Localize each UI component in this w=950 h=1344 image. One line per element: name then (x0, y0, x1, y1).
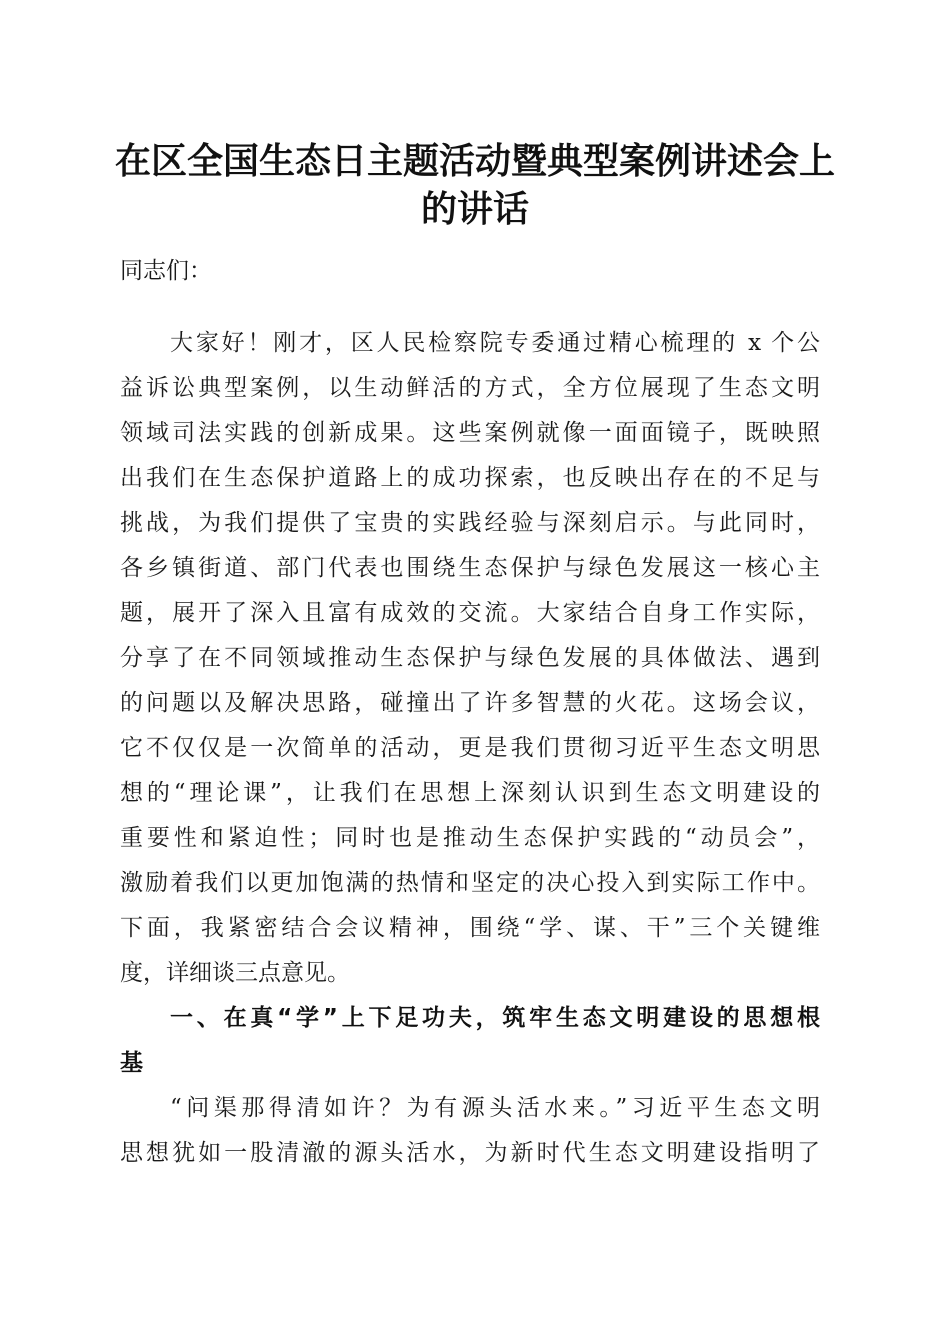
paragraph-line: 领域司法实践的创新成果。这些案例就像一面面镜子，既映照 (120, 420, 820, 446)
paragraph-line: 题，展开了深入且富有成效的交流。大家结合自身工作实际， (120, 600, 820, 626)
document-title-line-2: 的讲话 (420, 188, 529, 230)
paragraph-line: 思想犹如一股清澈的源头活水，为新时代生态文明建设指明了 (120, 1140, 820, 1166)
paragraph-line: 出我们在生态保护道路上的成功探索，也反映出存在的不足与 (120, 465, 820, 491)
paragraph-line: 度，详细谈三点意见。 (120, 960, 350, 986)
salutation: 同志们： (120, 258, 212, 284)
paragraph-line: 的问题以及解决思路，碰撞出了许多智慧的火花。这场会议， (120, 690, 820, 716)
paragraph-line: 大家好！刚才，区人民检察院专委通过精心梳理的 x 个公 (170, 330, 820, 356)
paragraph-line: 想的“理论课”，让我们在思想上深刻认识到生态文明建设的 (120, 780, 820, 806)
paragraph-line: 分享了在不同领域推动生态保护与绿色发展的具体做法、遇到 (120, 645, 820, 671)
paragraph-line: 各乡镇街道、部门代表也围绕生态保护与绿色发展这一核心主 (120, 555, 820, 581)
paragraph-line: 下面，我紧密结合会议精神，围绕“学、谋、干”三个关键维 (120, 915, 820, 941)
paragraph-line: 它不仅仅是一次简单的活动，更是我们贯彻习近平生态文明思 (120, 735, 820, 761)
paragraph-line: 重要性和紧迫性；同时也是推动生态保护实践的“动员会”， (120, 825, 820, 851)
section-heading-line: 一、在真“学”上下足功夫，筑牢生态文明建设的思想根 (170, 1005, 820, 1031)
paragraph-line: 挑战，为我们提供了宝贵的实践经验与深刻启示。与此同时， (120, 510, 820, 536)
paragraph-line: 激励着我们以更加饱满的热情和坚定的决心投入到实际工作中。 (120, 870, 820, 896)
section-heading-line: 基 (120, 1050, 143, 1076)
paragraph-line: “问渠那得清如许？为有源头活水来。”习近平生态文明 (170, 1095, 820, 1121)
document-title-line-1: 在区全国生态日主题活动暨典型案例讲述会上 (114, 140, 835, 182)
paragraph-line: 益诉讼典型案例，以生动鲜活的方式，全方位展现了生态文明 (120, 375, 820, 401)
